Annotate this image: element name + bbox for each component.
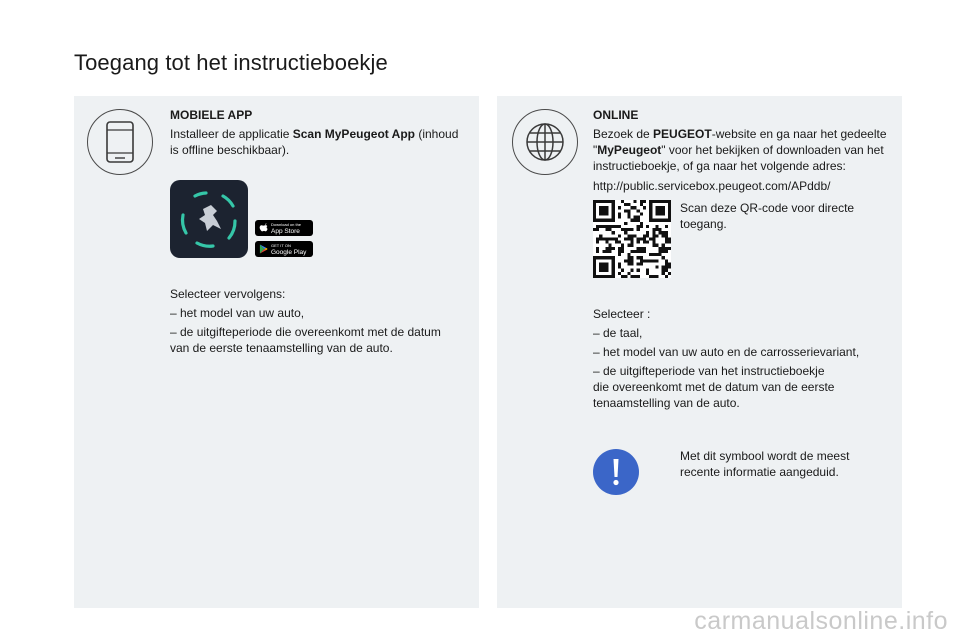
smartphone-icon	[87, 109, 153, 175]
peugeot-lion-icon[interactable]	[170, 180, 248, 258]
mobile-list-item: – het model van uw auto,	[170, 306, 305, 320]
online-intro: Bezoek de PEUGEOT-website en ga naar het gedeelte "MyPeugeot" voor het bekijken of downloaden van het instructieboekje, of ga naar het volgende adres:	[593, 127, 887, 173]
info-note: Met dit symbool wordt de meest recente informatie aangeduid.	[680, 449, 850, 479]
mobile-heading: MOBIELE APP	[170, 108, 253, 122]
google-play-badge[interactable]: GET IT ON Google Play	[255, 241, 313, 257]
app-store-badge[interactable]: Download on the App Store	[255, 220, 313, 236]
globe-icon	[512, 109, 578, 175]
online-panel	[497, 96, 902, 608]
mobile-list-item: – de uitgifteperiode die overeenkomt met de datum van de eerste tenaamstelling van de auto.	[170, 325, 441, 355]
manual-url-link[interactable]: http://public.servicebox.peugeot.com/APddb/	[593, 179, 831, 193]
online-select-label: Selecteer :	[593, 307, 651, 321]
google-play-icon	[259, 244, 268, 254]
mobile-select-label: Selecteer vervolgens:	[170, 287, 286, 301]
online-list-item: – het model van uw auto en de carrosserievariant,	[593, 345, 860, 359]
watermark: carmanualsonline.info	[694, 607, 948, 635]
mobile-intro: Installeer de applicatie Scan MyPeugeot App (inhoud is offline beschikbaar).	[170, 127, 459, 157]
apple-icon	[259, 223, 268, 233]
qr-code-icon[interactable]	[593, 200, 671, 278]
online-heading: ONLINE	[593, 108, 639, 122]
online-list-item: – de taal,	[593, 326, 643, 340]
mobile-app-panel	[74, 96, 479, 608]
online-list-item: – de uitgifteperiode van het instructieboekje die overeenkomt met de datum van de eerste tenaamstelling van de auto.	[593, 364, 835, 410]
exclamation-icon	[593, 449, 639, 495]
app-name: Scan MyPeugeot App	[292, 127, 415, 141]
qr-caption: Scan deze QR-code voor directe toegang.	[680, 201, 855, 231]
page-title: Toegang tot het instructieboekje	[74, 50, 388, 75]
